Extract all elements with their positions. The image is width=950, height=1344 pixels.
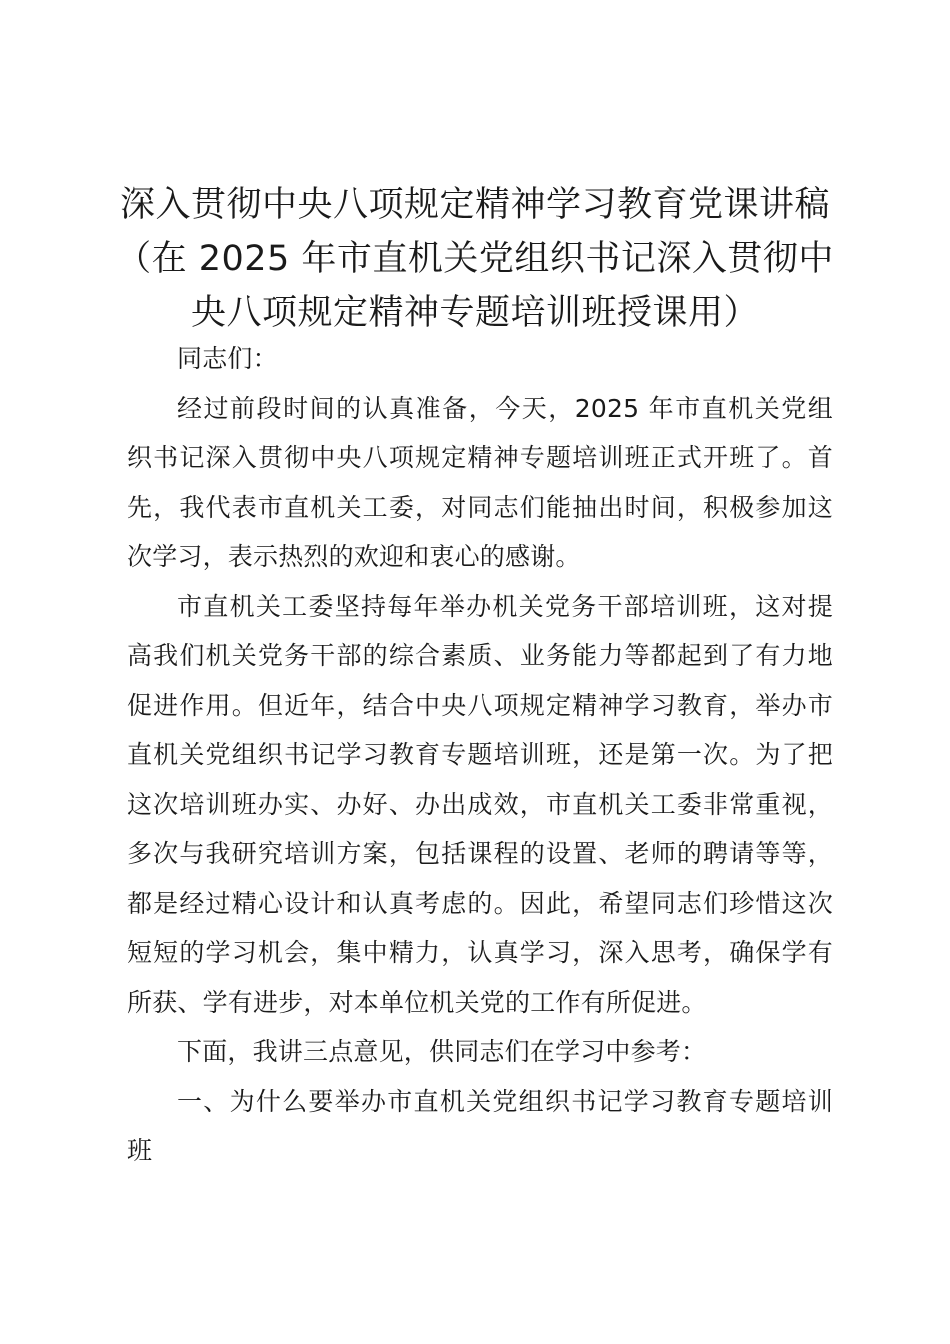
document-body — [127, 334, 833, 1176]
heading-line: 班 — [127, 1136, 153, 1165]
paragraph-line: 都是经过精心设计和认真考虑的。因此，希望同志们珍惜这次 — [127, 888, 833, 918]
paragraph-line: 所获、学有进步，对本单位机关党的工作有所促进。 — [127, 987, 707, 1017]
title-line-3: 央八项规定精神专题培训班授课用） — [190, 293, 759, 333]
paragraph-line: 市直机关工委坚持每年举办机关党务干部培训班，这对提 — [177, 591, 833, 621]
paragraph-line: 促进作用。但近年，结合中央八项规定精神学习教育，举办市 — [127, 690, 833, 720]
paragraph-line: 直机关党组织书记学习教育专题培训班，还是第一次。为了把 — [127, 740, 833, 769]
paragraph-1 — [127, 384, 833, 582]
paragraph-2 — [127, 582, 833, 1028]
heading-line: 一、为什么要举办市直机关党组织书记学习教育专题培训 — [177, 1086, 833, 1116]
paragraph-line: 这次培训班办实、办好、办出成效，市直机关工委非常重视， — [127, 789, 833, 819]
paragraph-line: 高我们机关党务干部的综合素质、业务能力等都起到了有力地 — [127, 641, 833, 670]
paragraph-line: 先，我代表市直机关工委，对同志们能抽出时间，积极参加这 — [127, 492, 833, 522]
title-line-1: 深入贯彻中央八项规定精神学习教育党课讲稿 — [119, 185, 830, 225]
document-title — [110, 178, 840, 340]
paragraph-line: 多次与我研究培训方案，包括课程的设置、老师的聘请等等， — [127, 839, 833, 868]
paragraph-line: 经过前段时间的认真准备，今天，2025 年市直机关党组 — [177, 393, 833, 423]
paragraph-line: 短短的学习机会，集中精力，认真学习，深入思考，确保学有 — [127, 938, 833, 967]
paragraph-3 — [127, 1027, 833, 1077]
paragraph-line: 下面，我讲三点意见，供同志们在学习中参考： — [177, 1037, 707, 1066]
paragraph-line: 次学习，表示热烈的欢迎和衷心的感谢。 — [127, 542, 581, 571]
section-heading-1 — [127, 1077, 833, 1176]
paragraph-line: 织书记深入贯彻中央八项规定精神专题培训班正式开班了。首 — [127, 443, 833, 472]
title-line-2: （在 2025 年市直机关党组织书记深入贯彻中 — [116, 239, 834, 279]
greeting: 同志们： — [177, 344, 278, 373]
